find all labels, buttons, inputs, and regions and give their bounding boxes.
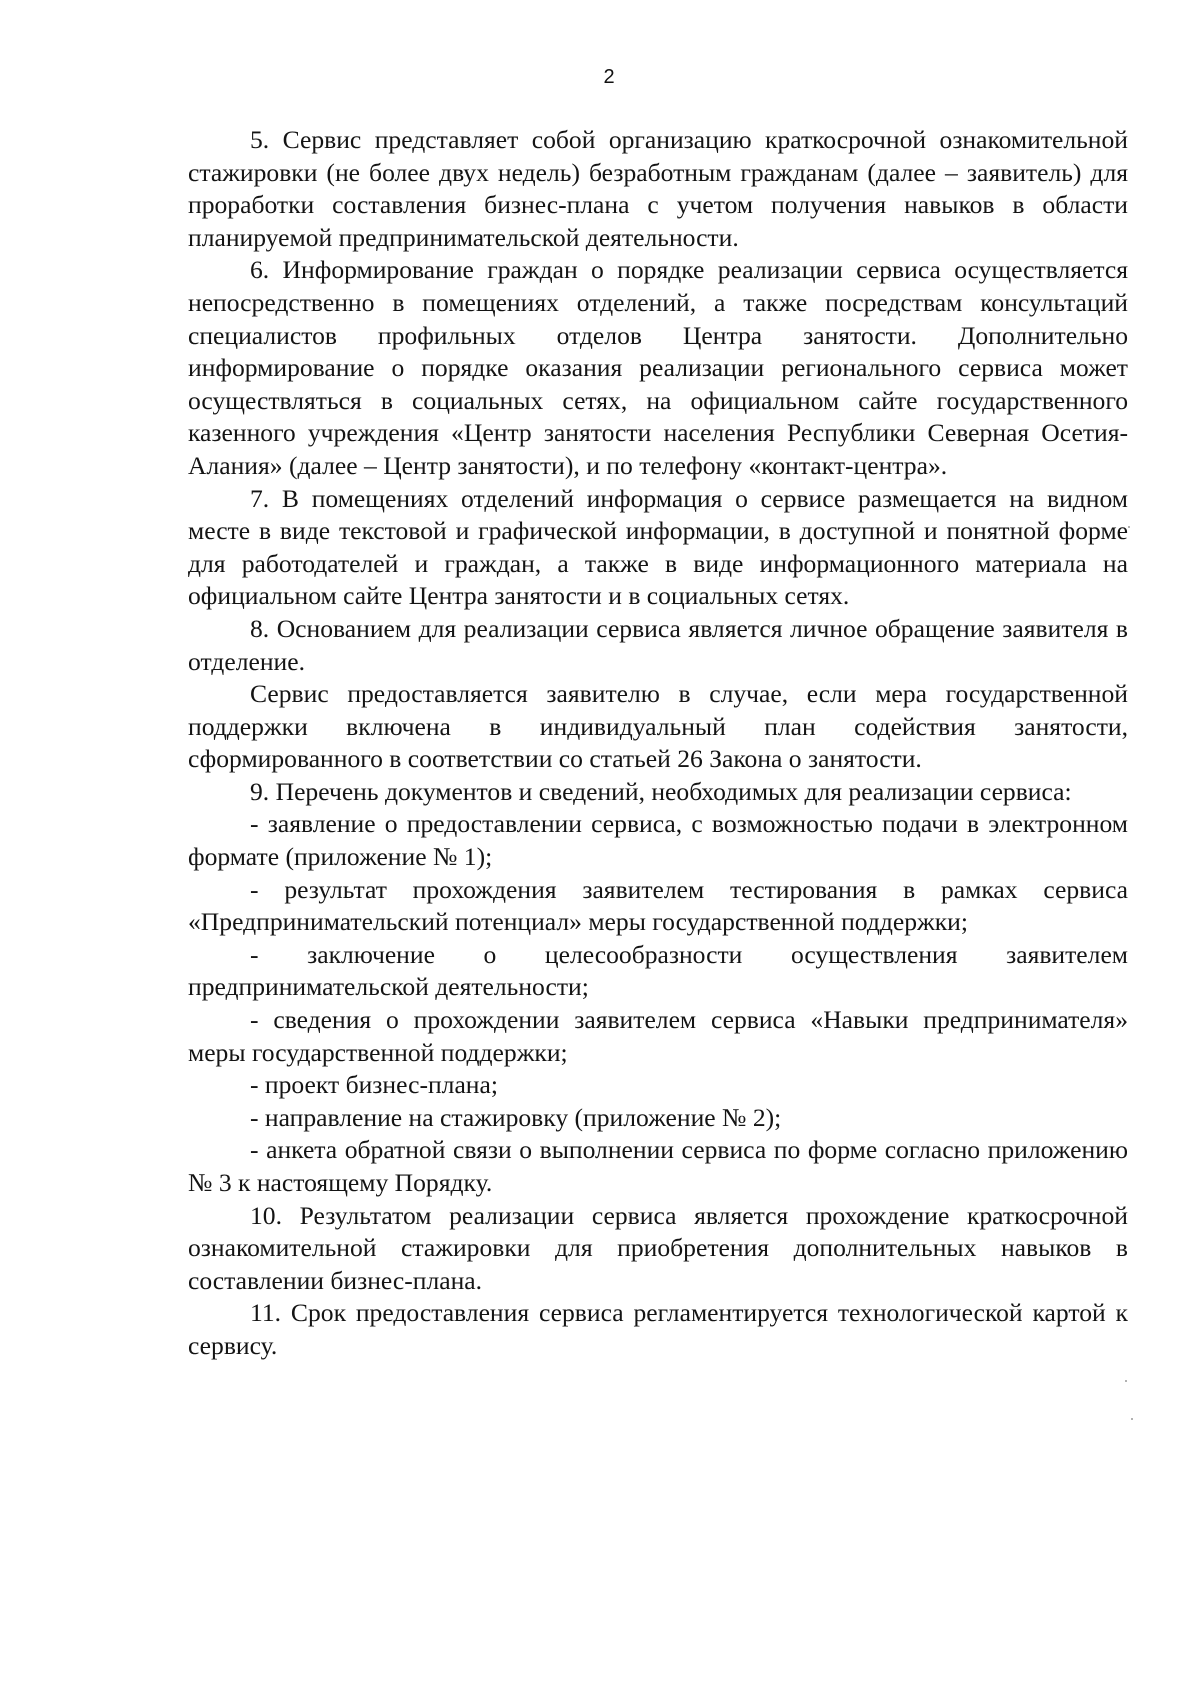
document-list-item: - сведения о прохождении заявителем сервиса «Навыки предпринимателя» меры государственной поддержки;: [188, 1005, 1128, 1067]
document-list-item: - анкета обратной связи о выполнении сервиса по форме согласно приложению № 3 к настоящему Порядку.: [188, 1135, 1128, 1197]
paragraph-11: 11. Срок предоставления сервиса регламентируется технологической картой к сервису.: [188, 1298, 1128, 1360]
document-body: [188, 124, 1128, 1363]
paragraph-8: 8. Основанием для реализации сервиса является личное обращение заявителя в отделение.: [188, 613, 1128, 676]
scan-artifact: [1128, 526, 1130, 528]
document-list-item: - результат прохождения заявителем тестирования в рамках сервиса «Предпринимательский потенциал» меры государственной поддержки;: [188, 874, 1128, 937]
scan-artifact: [1131, 1418, 1133, 1420]
document-list-item: - заявление о предоставлении сервиса, с возможностью подачи в электронном формате (приложение № 1);: [188, 809, 1128, 872]
paragraph-5: 5. Сервис представляет собой организацию краткосрочной ознакомительной стажировки (не более двух недель) безработным гражданам (далее – заявитель) для проработки составления бизнес-плана с учетом получения навыков в области планируемой предпринимательской деятельности.: [188, 125, 1128, 252]
paragraph-10: 10. Результатом реализации сервиса является прохождение краткосрочной ознакомительной стажировки для приобретения дополнительных навыков в составлении бизнес-плана.: [188, 1200, 1128, 1295]
document-list-item: - проект бизнес-плана;: [250, 1070, 498, 1100]
paragraph-8-continued: Сервис предоставляется заявителю в случае, если мера государственной поддержки включена в индивидуальный план содействия занятости, сформированного в соответствии со статьей 26 Закона о занятости.: [188, 679, 1128, 774]
document-list-item: - направление на стажировку (приложение № 2);: [250, 1102, 782, 1132]
paragraph-6: 6. Информирование граждан о порядке реализации сервиса осуществляется непосредственно в помещениях отделений, а также посредствам консультаций специалистов профильных отделов Центра занятости. Дополнительно информирование о порядке оказания реализации регионального сервиса может осуществляться в социальных сетях, на официальном сайте государственного казенного учреждения «Центр занятости населения Республики Северная Осетия-Алания» (далее – Центр занятости), и по телефону «контакт-центра».: [188, 255, 1128, 480]
scan-artifact: [1125, 1380, 1127, 1382]
page-number: 2: [603, 66, 615, 88]
paragraph-7: 7. В помещениях отделений информация о сервисе размещается на видном месте в виде текстовой и графической информации, в доступной и понятной форме для работодателей и граждан, а также в виде информационного материала на официальном сайте Центра занятости и в социальных сетях.: [188, 483, 1128, 611]
paragraph-9: 9. Перечень документов и сведений, необходимых для реализации сервиса:: [250, 776, 1072, 806]
document-list-item: - заключение о целесообразности осуществления заявителем предпринимательской деятельности;: [188, 939, 1128, 1002]
